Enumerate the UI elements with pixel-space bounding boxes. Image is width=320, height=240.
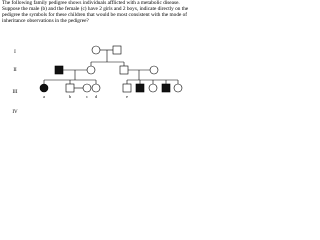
question-text: The following family pedigree shows individuals afflicted with a metabolic disease. Suppose the male (b) and the female (c) have 2 girls and 2 boys, indicate directly on the pedigree the symbols for these children that would be most consistent with the mode of inheritance observations in the pedigree?	[2, 0, 189, 25]
gen3-right-female-unaffected	[149, 84, 157, 92]
label-a: a	[43, 94, 45, 99]
pedigree-chart	[0, 0, 200, 121]
gen3-individual-c	[83, 84, 91, 92]
generation-label-iv: IV	[12, 110, 18, 115]
generation-label-ii: II	[13, 68, 17, 73]
gen1-female-unaffected	[92, 46, 100, 54]
gen2-left-male-affected	[55, 66, 63, 74]
generation-label-i: I	[14, 50, 16, 55]
gen2-right-female-unaffected	[150, 66, 158, 74]
gen3-right-male-unaffected	[123, 84, 131, 92]
gen3-individual-b	[66, 84, 74, 92]
gen3-right-male-affected-1	[136, 84, 144, 92]
label-b: b	[68, 94, 72, 99]
label-c: c	[86, 94, 88, 99]
gen3-right-female-unaffected-2	[174, 84, 182, 92]
label-d: d	[94, 94, 98, 99]
generation-label-iii: III	[12, 90, 18, 95]
gen3-individual-a	[40, 84, 48, 92]
gen3-individual-d	[92, 84, 100, 92]
gen2-left-female-unaffected	[87, 66, 95, 74]
gen1-male-unaffected	[113, 46, 121, 54]
gen3-right-male-affected-2	[162, 84, 170, 92]
gen2-right-male-unaffected	[120, 66, 128, 74]
label-e: e	[126, 94, 128, 99]
